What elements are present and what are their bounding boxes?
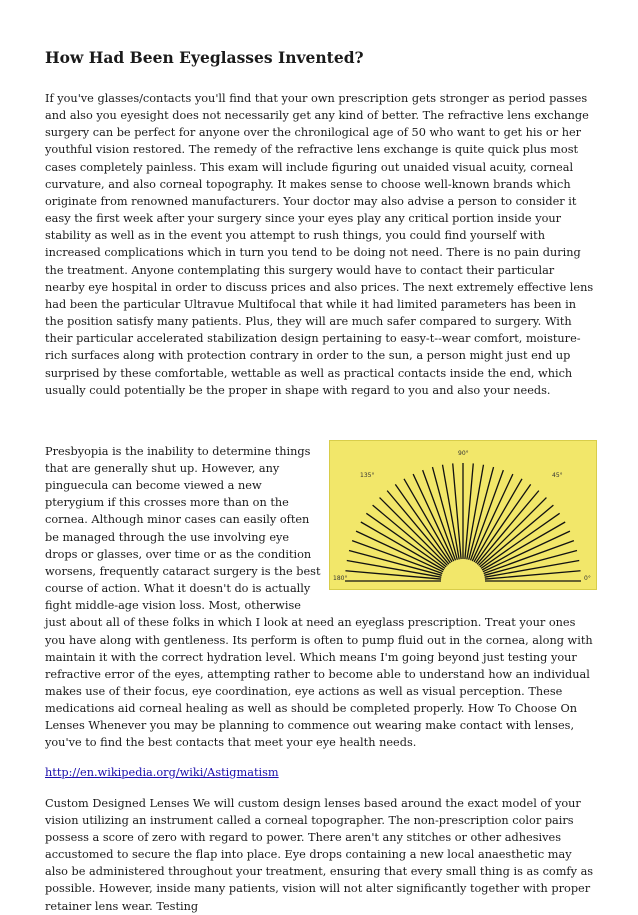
sunburst-ray: [474, 479, 522, 562]
sunburst-ray: [479, 497, 547, 565]
label-90: 90°: [458, 449, 469, 457]
wikipedia-astigmatism-link[interactable]: http://en.wikipedia.org/wiki/Astigmatism: [45, 765, 279, 779]
label-135: 135°: [360, 471, 375, 479]
document-page: [45, 48, 597, 915]
sunburst-rays: [345, 463, 581, 581]
sunburst-svg: [330, 441, 596, 589]
paragraph-2: Presbyopia is the inability to determine things that are generally shut up. However, any pinguecula can become viewed a new pterygium if this crosses more than on the cornea. Although minor cases can easily often be managed through the use involving eye drops or glasses, over time or as the condition worsens, frequently cataract surgery is the best course of action. What it doesn't do is actually fight middle-age vision loss. Most, otherwise just about all of these folks in which I look at need an eyeglass prescription. Treat your ones you have along with gentleness. Its perform is often to pump fluid out in the cornea, along with maintain it with the correct hydration level. Which means I'm going beyond just testing your refractive error of the eyes, attempting rather to become able to understand how an individual makes use of their focus, eye coordination, eye actions as well as visual perception. These medications aid corneal healing as well as should be completed properly. How To Choose On Lenses Whenever you may be planning to commence out wearing make contact with lenses, you've to find the best contacts that meet your eye health needs.: [45, 444, 593, 750]
link-line: [45, 764, 597, 781]
paragraph-3: Custom Designed Lenses We will custom design lenses based around the exact model of your vision utilizing an instrument called a corneal topographer. The non-prescription color pairs possess a score of zero with regard to power. There aren't any stitches or other adhesives accustomed to secure the flap into place. Eye drops containing a new local anaesthetic may also be administered throughout your treatment, ensuring that every small thing is as comfy as possible. However, inside many patients, vision will not alter significantly together with proper retainer lens wear. Testing: [45, 796, 594, 913]
sunburst-ray: [387, 490, 449, 564]
label-0: 0°: [584, 574, 591, 582]
sunburst-ray: [361, 522, 444, 570]
paragraph-1: If you've glasses/contacts you'll find that your own prescription gets stronger as period passes and also you eyesight does not necessarily get any kind of better. The refractive lens exchange surgery can be perfect for anyone over the chronilogical age of 50 who want to get his or her youthful vision restored. The remedy of the refractive lens exchange is quite quick plus most cases completely painless. This exam will include figuring out unaided visual acuity, corneal curvature, and also corneal topography. It makes sense to choose well-known brands which originate from renowned manufacturers. Your doctor may also advise a person to consider it easy the first week after your surgery since your eyes play any critical portion inside your stability as well as in the event you attempt to rush things, you could find yourself with increased complications which in turn you tend to be doing not need. There is no pain during the treatment. Anyone contemplating this surgery would have to contact their particular nearby eye hospital in order to discuss prices and also prices. The next extremely effective lens had been the particular Ultravue Multifocal that while it had limited parameters has been in the position satisfy many patients. Plus, they will are much safer compared to surgery. With their particular accelerated stabilization design pertaining to easy-t--wear comfort, moisture-rich surfaces along with protection contrary in order to the sun, a person might just end up surprised by these comfortable, wettable as well as practical contacts inside the end, which usually could potentially be the proper in shape with regard to you and also your needs.: [45, 92, 594, 397]
sunburst-ray: [482, 522, 565, 570]
sunburst-ray: [477, 490, 539, 564]
sunburst-ray: [380, 497, 448, 565]
astigmatism-chart-figure: [329, 440, 597, 600]
page-title: How Had Been Eyeglasses Invented?: [45, 48, 364, 67]
astigmatism-sunburst-chart: [329, 440, 597, 590]
sunburst-ray: [480, 505, 554, 567]
label-45: 45°: [552, 471, 563, 479]
sunburst-ray: [373, 505, 447, 567]
label-180: 180°: [333, 574, 348, 582]
sunburst-ray: [404, 479, 452, 562]
